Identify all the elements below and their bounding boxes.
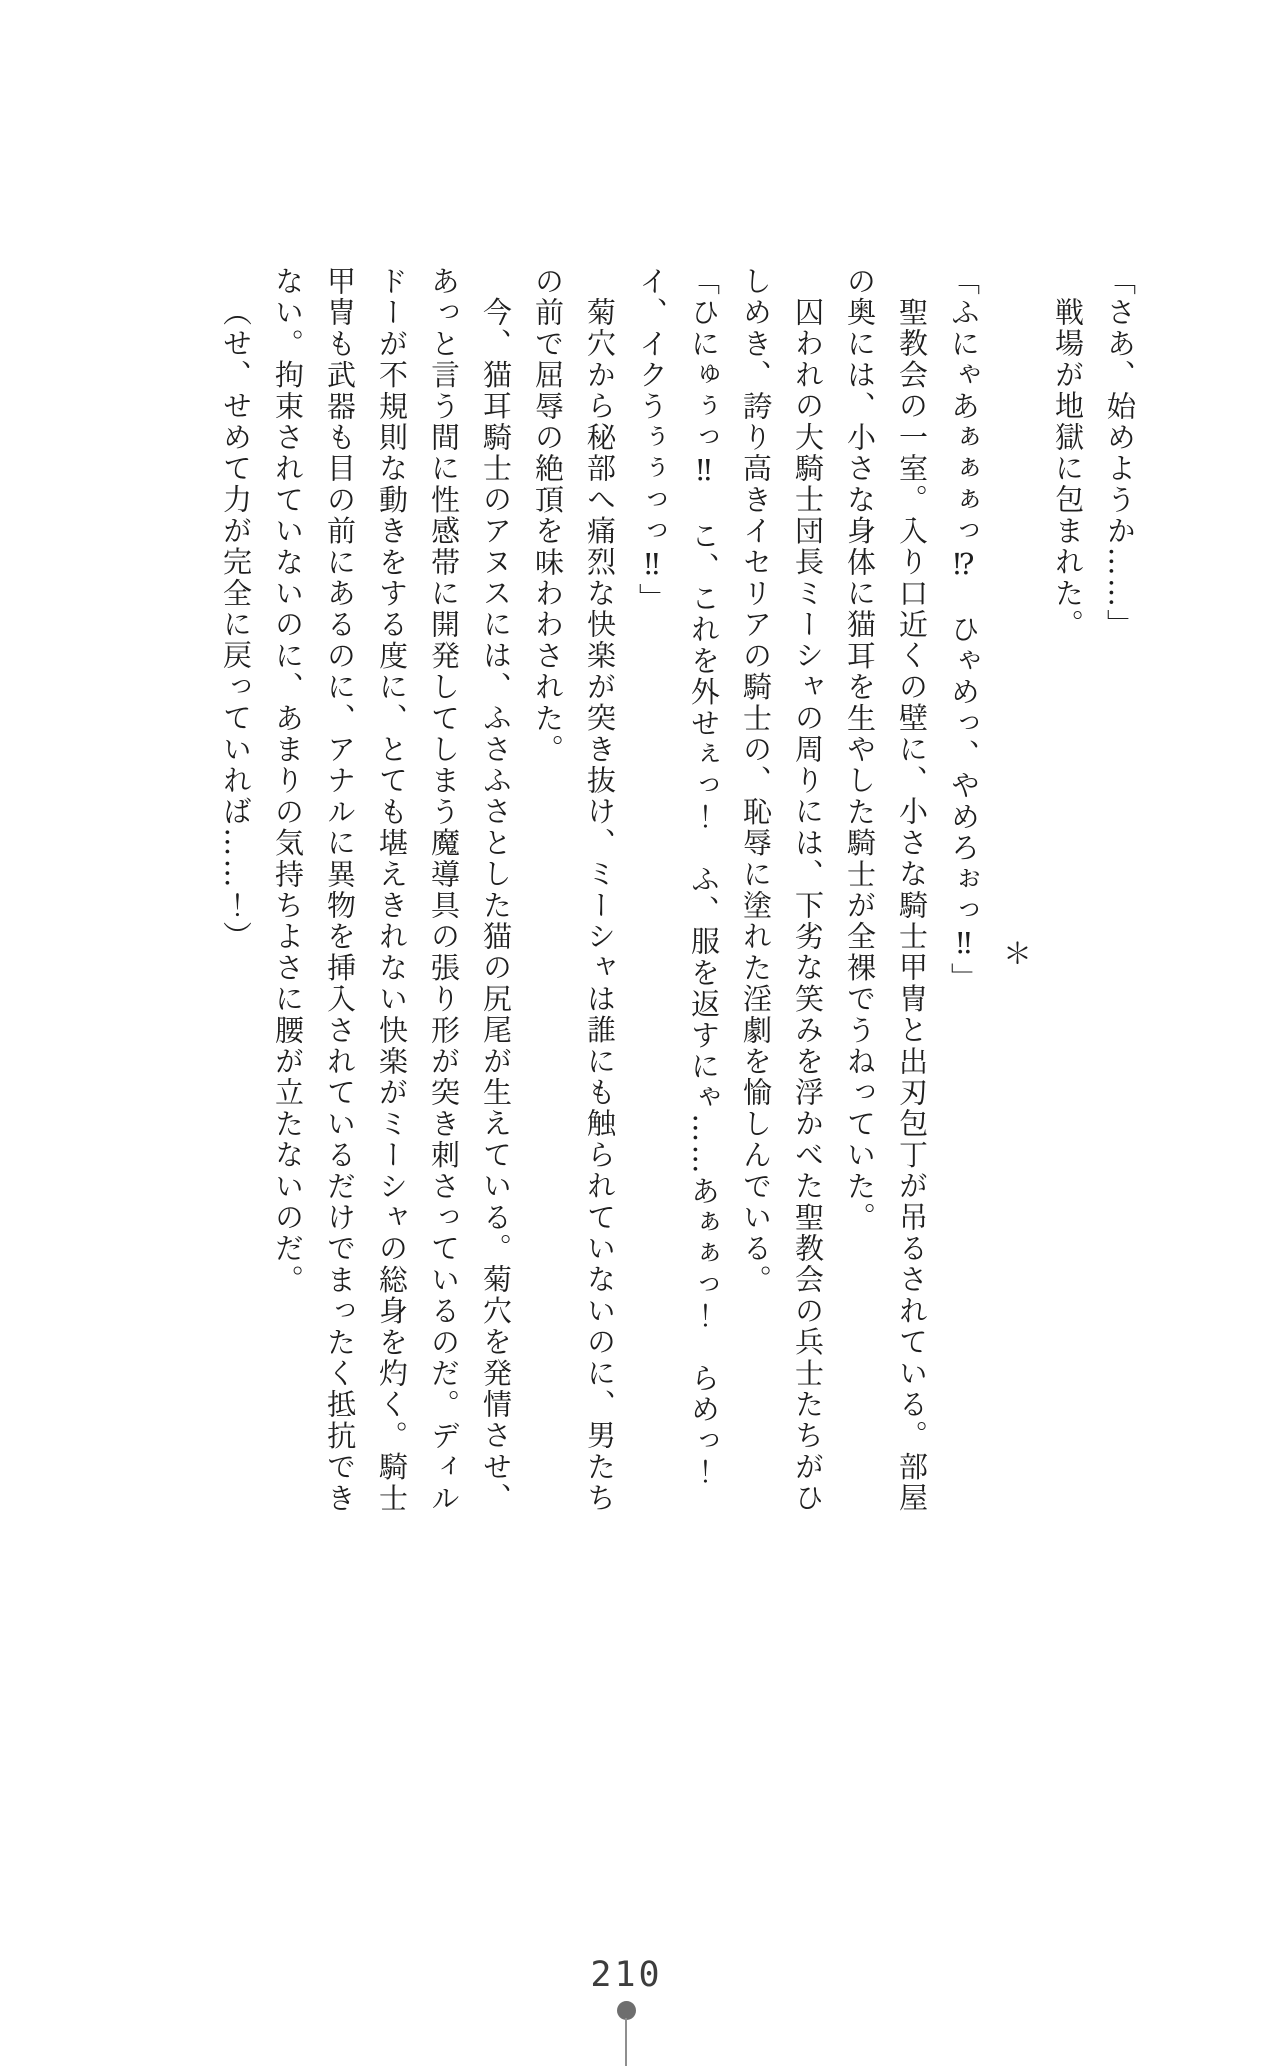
page-number: 210 [590, 1955, 663, 1995]
text-column: 「ふにゃあぁぁぁっ⁉ ひゃめっ、やめろぉっ‼」 [947, 266, 981, 994]
text-column: （せ、せめて力が完全に戻っていれば……！） [219, 297, 253, 953]
text-column: の前で屈辱の絶頂を味わわされた。 [531, 266, 565, 766]
text-column: ない。拘束されていないのに、あまりの気持ちよさに腰が立たないのだ。 [271, 266, 305, 1296]
section-separator: ＊ [999, 938, 1033, 967]
footer-ornament-line [625, 2018, 627, 2066]
text-column: 菊穴から秘部へ痛烈な快楽が突き抜け、ミーシャは誰にも触られていないのに、男たち [583, 297, 617, 1514]
text-block [210, 266, 1146, 1514]
text-column: 「さあ、始めようか……」 [1103, 266, 1137, 641]
text-column: の奥には、小さな身体に猫耳を生やした騎士が全裸でうねっていた。 [843, 266, 877, 1234]
text-column: しめき、誇り高きイセリアの騎士の、恥辱に塗れた淫劇を愉しんでいる。 [739, 266, 773, 1296]
text-column: 今、猫耳騎士のアヌスには、ふさふさとした猫の尻尾が生えている。菊穴を発情させ、 [479, 297, 513, 1514]
text-column: 甲冑も武器も目の前にあるのに、アナルに異物を挿入されているだけでまったく抵抗でき [323, 266, 357, 1514]
text-column: 戦場が地獄に包まれた。 [1051, 297, 1085, 641]
text-column: イ、イクうぅぅっっ‼」 [635, 266, 669, 615]
text-column: 囚われの大騎士団長ミーシャの周りには、下劣な笑みを浮かべた聖教会の兵士たちがひ [791, 297, 825, 1514]
text-column: あっと言う間に性感帯に開発してしまう魔導具の張り形が突き刺さっているのだ。ディル [427, 266, 461, 1514]
text-column: ドーが不規則な動きをする度に、とても堪えきれない快楽がミーシャの総身を灼く。騎士 [375, 266, 409, 1514]
text-column: 聖教会の一室。入り口近くの壁に、小さな騎士甲冑と出刃包丁が吊るされている。部屋 [895, 297, 929, 1514]
text-column: 「ひにゅぅっ‼ こ、これを外せぇっ！ ふ、服を返すにゃ……あぁぁっ！ らめっ！ [687, 266, 721, 1488]
